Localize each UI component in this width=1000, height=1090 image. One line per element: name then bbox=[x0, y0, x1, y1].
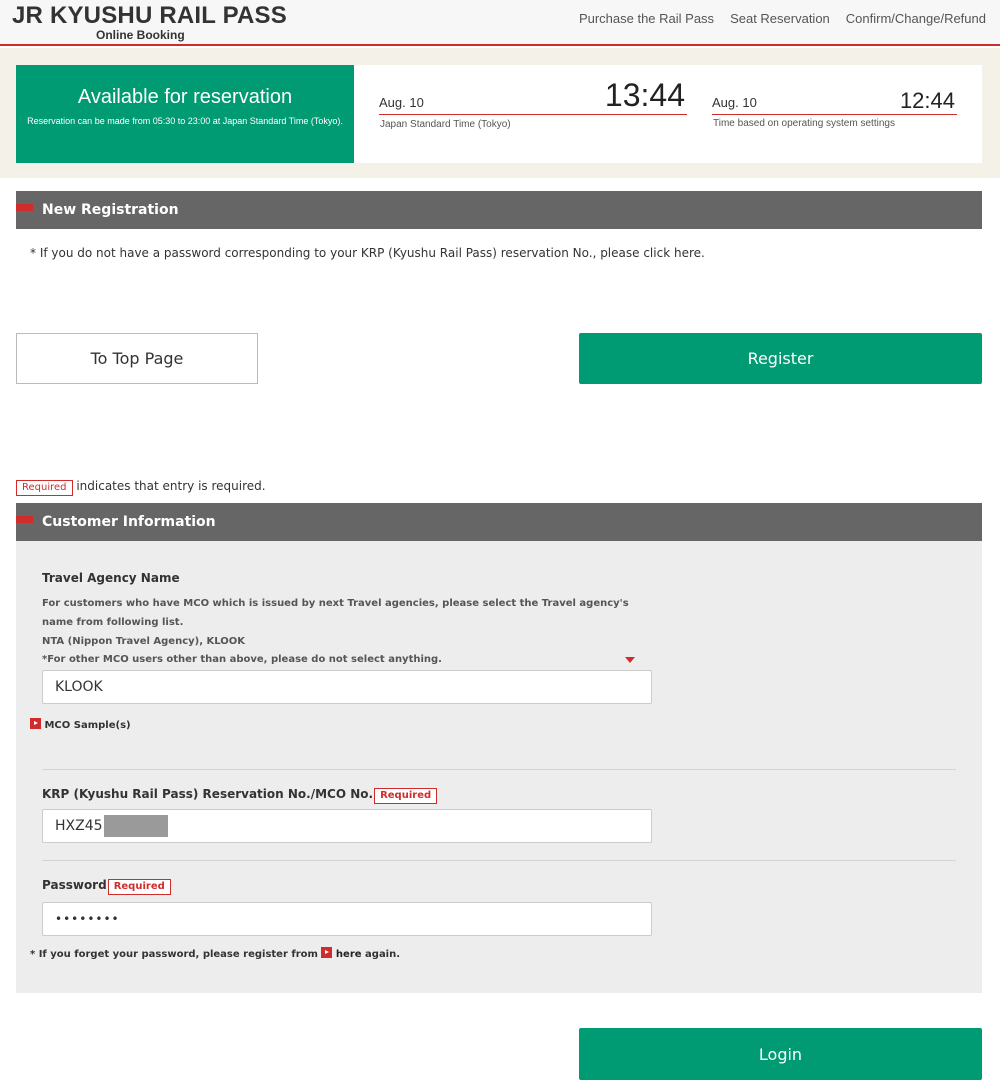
local-date: Aug. 10 bbox=[712, 95, 757, 110]
divider bbox=[42, 769, 956, 770]
forgot-password-link[interactable]: here bbox=[335, 949, 362, 960]
mco-sample-link[interactable] bbox=[30, 716, 131, 735]
agency-note-1: For customers who have MCO which is issued by next Travel agencies, please select the Travel agency's bbox=[42, 598, 629, 609]
login-button[interactable]: Login bbox=[579, 1028, 982, 1080]
travel-agency-value: KLOOK bbox=[55, 679, 103, 695]
forgot-prefix: * If you forget your password, please register from bbox=[30, 949, 318, 960]
availability-banner bbox=[16, 65, 354, 163]
customer-info-title: Customer Information bbox=[42, 514, 216, 530]
new-registration-note[interactable]: * If you do not have a password corresponding to your KRP (Kyushu Rail Pass) reservation No., please click here. bbox=[30, 246, 705, 260]
required-badge: Required bbox=[108, 879, 171, 895]
local-clock bbox=[712, 75, 957, 115]
nav-confirm-change-refund[interactable]: Confirm/Change/Refund bbox=[845, 11, 986, 26]
reservation-no-input[interactable] bbox=[42, 809, 652, 843]
travel-agency-label: Travel Agency Name bbox=[42, 571, 180, 585]
jst-label: Japan Standard Time (Tokyo) bbox=[380, 119, 511, 130]
password-label bbox=[42, 878, 171, 895]
divider bbox=[42, 860, 956, 861]
agency-note-2: name from following list. bbox=[42, 617, 184, 628]
required-badge: Required bbox=[374, 788, 437, 804]
travel-agency-select[interactable] bbox=[42, 670, 652, 704]
to-top-page-button[interactable]: To Top Page bbox=[16, 333, 258, 384]
logo-subtitle: Online Booking bbox=[96, 28, 185, 42]
register-button[interactable]: Register bbox=[579, 333, 982, 384]
availability-title: Available for reservation bbox=[77, 86, 293, 108]
reservation-no-value: HXZ45 bbox=[55, 818, 103, 834]
nav-purchase-rail-pass[interactable]: Purchase the Rail Pass bbox=[578, 11, 715, 26]
local-label: Time based on operating system settings bbox=[713, 118, 895, 129]
password-value: •••••••• bbox=[55, 912, 120, 926]
top-nav bbox=[579, 11, 986, 26]
required-badge: Required bbox=[16, 480, 73, 496]
site-header bbox=[0, 0, 1000, 46]
reservation-no-label-text: KRP (Kyushu Rail Pass) Reservation No./MCO No. bbox=[42, 787, 374, 801]
agency-note-4: *For other MCO users other than above, please do not select anything. bbox=[42, 654, 442, 665]
arrow-right-icon bbox=[30, 718, 41, 729]
jst-date: Aug. 10 bbox=[379, 95, 424, 110]
availability-note: Reservation can be made from 05:30 to 23:00 at Japan Standard Time (Tokyo). bbox=[27, 116, 343, 126]
required-legend-text: indicates that entry is required. bbox=[76, 479, 266, 493]
site-logo[interactable] bbox=[12, 3, 287, 41]
agency-note-3: NTA (Nippon Travel Agency), KLOOK bbox=[42, 636, 246, 647]
mco-sample-label: MCO Sample(s) bbox=[44, 720, 131, 731]
new-registration-header bbox=[16, 191, 982, 229]
logo-title: JR KYUSHU RAIL PASS bbox=[12, 2, 287, 29]
password-input[interactable] bbox=[42, 902, 652, 936]
required-legend bbox=[16, 479, 266, 496]
nav-seat-reservation[interactable]: Seat Reservation bbox=[730, 11, 830, 26]
local-time: 12:44 bbox=[899, 88, 955, 113]
jst-clock bbox=[379, 75, 687, 115]
redacted-block bbox=[104, 815, 168, 837]
section-flag-icon bbox=[16, 516, 33, 523]
arrow-right-icon bbox=[321, 947, 332, 958]
jst-time: 13:44 bbox=[604, 77, 685, 113]
password-label-text: Password bbox=[42, 878, 107, 892]
section-flag-icon bbox=[16, 204, 33, 211]
reservation-no-label bbox=[42, 787, 437, 804]
forgot-password-note bbox=[30, 945, 400, 964]
forgot-suffix: again. bbox=[365, 949, 401, 960]
new-registration-title: New Registration bbox=[42, 202, 179, 218]
customer-info-header bbox=[16, 503, 982, 541]
chevron-down-icon[interactable] bbox=[625, 657, 635, 663]
